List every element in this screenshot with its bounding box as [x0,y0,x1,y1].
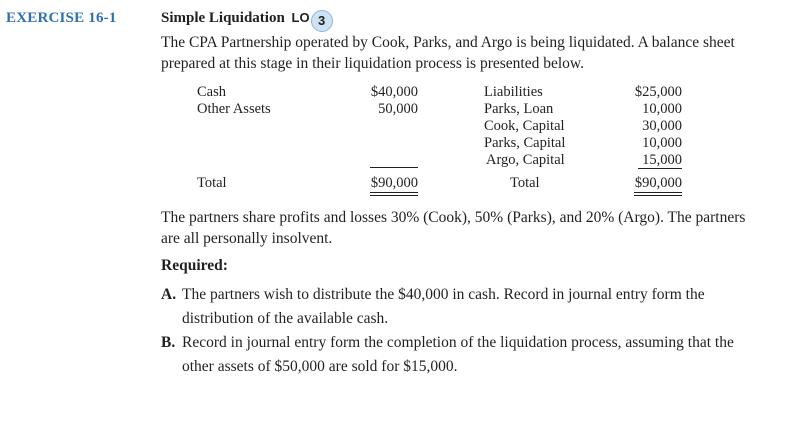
requirement-a-text: The partners wish to distribute the $40,000 in cash. Record in journal entry form the distribution of the available cash. [182,286,705,327]
claim-label-liabilities: Liabilities [484,84,543,100]
claim-label-cook-capital: Cook, Capital [484,118,565,134]
requirement-b-text: Record in journal entry form the completion of the liquidation process, assuming that the other assets of $50,000 are sold for $15,000. [182,334,734,375]
asset-value-cash: $40,000 [370,84,418,100]
asset-value-other-assets: 50,000 [378,101,418,117]
claim-value-liabilities: $25,000 [634,84,682,100]
claim-value-argo-capital: 15,000 [642,152,682,168]
asset-label-other-assets: Other Assets [197,101,271,117]
claim-value-cook-capital: 30,000 [642,118,682,134]
requirement-a-letter: A. [161,286,177,303]
profit-sharing-paragraph: The partners share profits and losses 30% (Cook), 50% (Parks), and 20% (Argo). The partners are all personally insolvent. [161,209,746,247]
exercise-title [161,10,333,32]
asset-label-cash: Cash [197,84,226,100]
learning-objective-tag: LO [291,10,310,25]
required-heading: Required: [161,257,228,274]
exercise-label: EXERCISE 16-1 [6,10,117,26]
assets-total-double-rule [370,192,418,196]
argo-capital-underline [638,168,682,169]
requirement-b-letter: B. [161,334,176,351]
claims-total-double-rule [634,192,682,196]
claims-total-value: $90,000 [634,175,682,191]
assets-subtotal-rule [370,167,418,168]
intro-paragraph: The CPA Partnership operated by Cook, Parks, and Argo is being liquidated. A balance sheet prepared at this stage in their liquidation process is presented below. [161,34,735,72]
claim-label-parks-capital: Parks, Capital [484,135,566,151]
claim-label-argo-capital: Argo, Capital [486,152,565,168]
assets-total-value: $90,000 [370,175,418,191]
exercise-title-text: Simple Liquidation [161,10,285,26]
assets-total-label: Total [197,175,227,191]
claim-value-parks-capital: 10,000 [642,135,682,151]
learning-objective-number-badge: 3 [311,10,333,32]
claims-total-label: Total [510,175,540,191]
claim-label-parks-loan: Parks, Loan [484,101,554,117]
claim-value-parks-loan: 10,000 [642,101,682,117]
